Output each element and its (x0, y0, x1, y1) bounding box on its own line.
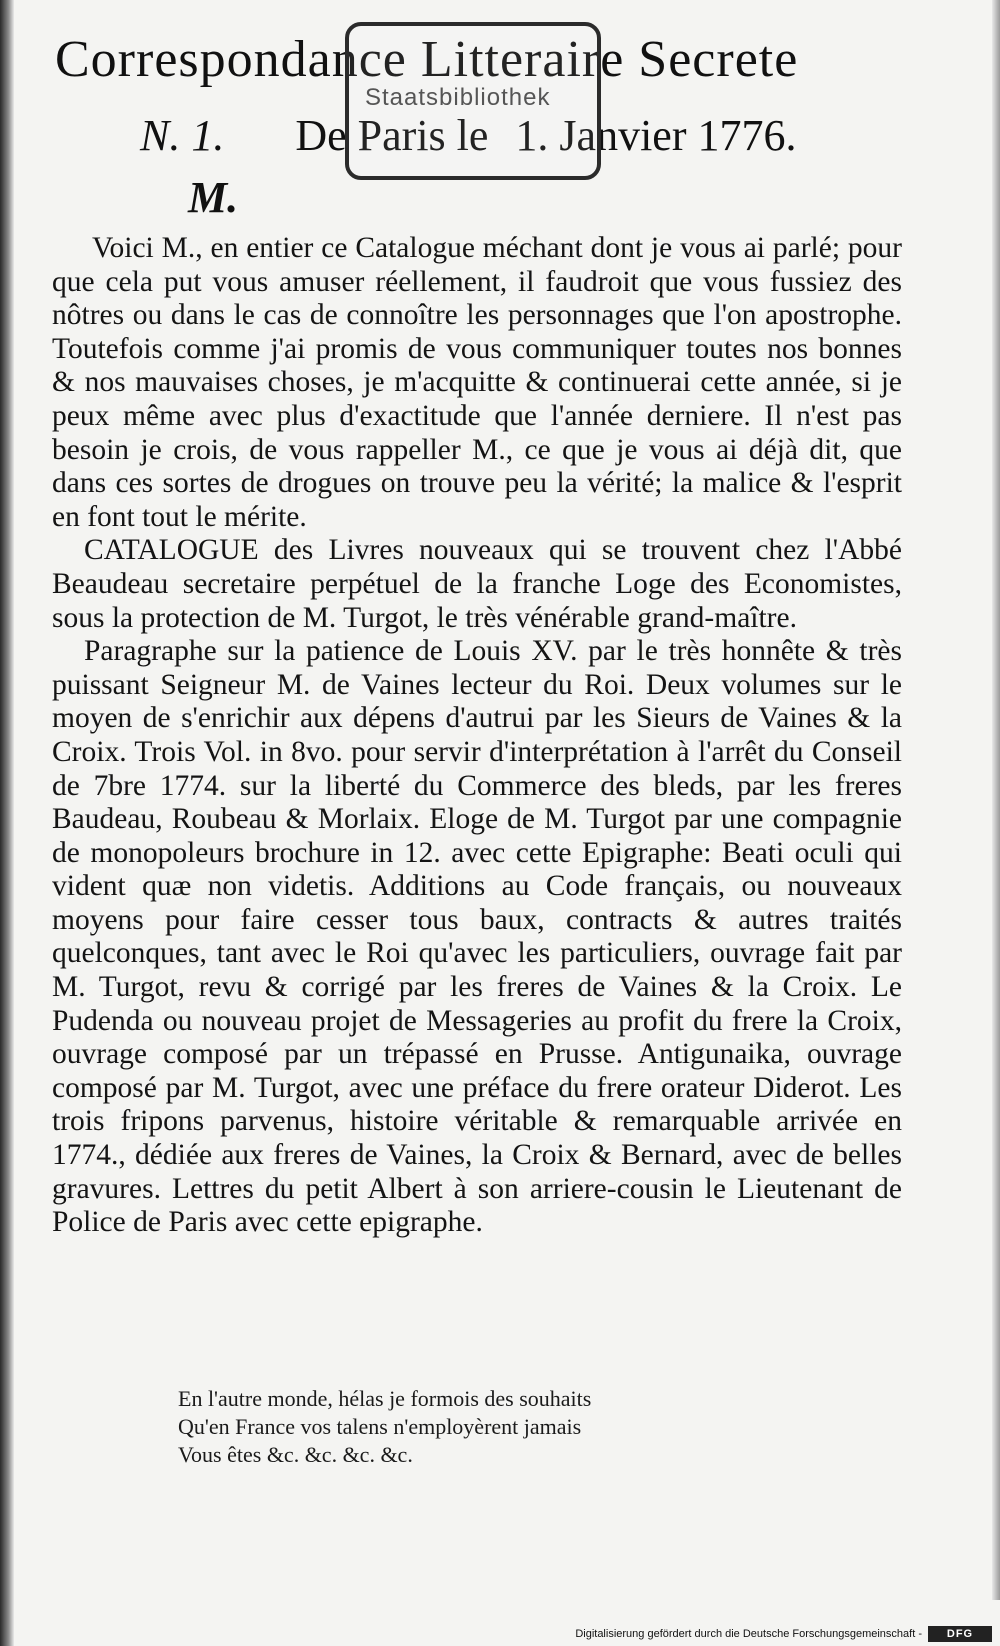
page-edge-right (992, 0, 1000, 1600)
paragraph-intro: Voici M., en entier ce Catalogue méchant dont je vous ai parlé; pour que cela put vous amuser réellement, il faudroit que vous fussiez des nôtres ou dans le cas de connoître les personnages que l'on apostrophe. Toutefois comme j'ai promis de vous communiquer toutes nos bonnes & nos mauvaises choses, je m'acquitte & continuerai cette année, si je peux même avec plus d'exactitude que l'année derniere. Il n'est pas besoin je crois, de vous rappeller M., ce que je vous ai déjà dit, que dans ces sortes de drogues on trouve peu la vérité; la malice & l'esprit en font tout le mérite. (52, 232, 902, 533)
paragraph-catalogue-heading: CATALOGUE des Livres nouveaux qui se trouvent chez l'Abbé Beaudeau secretaire perpétuel de la franche Loge des Economistes, sous la protection de M. Turgot, le très vénérable grand-maître. (52, 534, 902, 634)
digitization-credit: Digitalisierung gefördert durch die Deutsche Forschungsgemeinschaft - (575, 1628, 922, 1640)
verse-line-2: Qu'en France vos talens n'employèrent jamais (178, 1414, 582, 1439)
letter-body (52, 232, 902, 1240)
issue-date: 1. Janvier 1776. (515, 111, 797, 160)
page-edge-left (0, 0, 14, 1646)
salutation: M. (188, 173, 239, 222)
dfg-logo: DFG (928, 1626, 992, 1642)
epigraph-verse (178, 1385, 678, 1469)
stamp-text: Staatsbibliothek (365, 84, 551, 111)
verse-line-1: En l'autre monde, hélas je formois des souhaits (178, 1386, 592, 1411)
verse-line-3: Vous êtes &c. &c. &c. &c. (178, 1442, 413, 1467)
library-stamp (345, 22, 601, 180)
paragraph-catalogue-list: Paragraphe sur la patience de Louis XV. par le très honnête & très puissant Seigneur M. de Vaines lecteur du Roi. Deux volumes sur le moyen de s'enrichir aux dépens d'autrui par les Sieurs de Vaines & la Croix. Trois Vol. in 8vo. pour servir d'interprétation à l'arrêt du Conseil de 7bre 1774. sur la liberté du Commerce des bleds, par les freres Baudeau, Roubeau & Morlaix. Eloge de M. Turgot par une compagnie de monopoleurs brochure in 12. avec cette Epigraphe: Beati oculi qui vident quæ non videtis. Additions au Code français, ou nouveaux moyens pour faire cesser tous baux, contracts & autres traités quelconques, tant avec le Roi qu'avec les particuliers, ouvrage fait par M. Turgot, revu & corrigé par les freres de Vaines & la Croix. Le Pudenda ou nouveau projet de Messageries au profit du frere la Croix, ouvrage composé par un trépassé en Prusse. Antigunaika, ouvrage composé par M. Turgot, avec une préface du frere orateur Diderot. Les trois fripons parvenus, histoire véritable & remarquable arrivée en 1774., dédiée aux freres de Vaines, la Croix & Bernard, avec de belles gravures. Lettres du petit Albert à son arriere-cousin le Lieutenant de Police de Paris avec cette epigraphe. (52, 635, 902, 1239)
document-title: Correspondance Litteraire Secrete (55, 31, 799, 88)
place-prefix: De Paris le (295, 111, 489, 160)
issue-number: N. 1. (140, 111, 225, 160)
